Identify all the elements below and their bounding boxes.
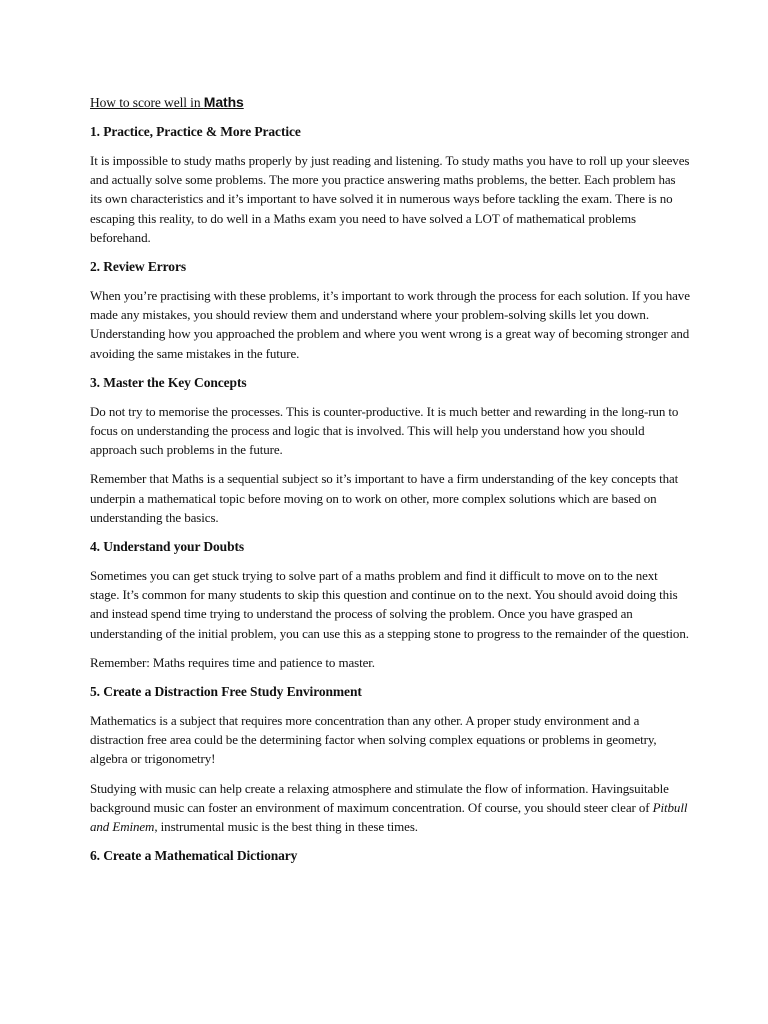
section-heading: 4. Understand your Doubts bbox=[90, 539, 245, 555]
section-heading: 1. Practice, Practice & More Practice bbox=[90, 124, 301, 139]
music-paragraph-text-after: , instrumental music is the best thing in these times. bbox=[154, 819, 418, 835]
section-heading: 3. Master the Key Concepts bbox=[90, 374, 247, 390]
section-understand-doubts bbox=[90, 537, 690, 672]
music-paragraph-text-before: Studying with music can help create a relaxing atmosphere and stimulate the flow of information. Havingsuitable background music can foster an environment of maximum concentration. Of course, you should steer clear of bbox=[90, 780, 669, 815]
section-mathematical-dictionary bbox=[90, 846, 690, 865]
section-study-environment bbox=[90, 682, 690, 836]
section-paragraph: Remember: Maths requires time and patience to master. bbox=[90, 654, 375, 670]
document-title-subject: Maths bbox=[203, 94, 244, 110]
document-content bbox=[90, 92, 690, 865]
section-key-concepts bbox=[90, 373, 690, 527]
section-paragraph: Mathematics is a subject that requires more concentration than any other. A proper study environment and a distraction free area could be the determining factor when solving complex equations or problems in geometry, algebra or trigonometry! bbox=[90, 713, 657, 767]
section-paragraph: When you’re practising with these problems, it’s important to work through the process for each solution. If you have made any mistakes, you should review them and understand where your problem-solving skills let you down. Understanding how you approached the problem and where you went wrong is a great way of becoming stronger and avoiding the same mistakes in the future. bbox=[90, 288, 690, 361]
document-title-prefix: How to score well in bbox=[90, 95, 204, 110]
music-paragraph bbox=[90, 779, 690, 837]
section-heading: 6. Create a Mathematical Dictionary bbox=[90, 848, 298, 864]
document-title bbox=[90, 92, 690, 113]
section-paragraph: Do not try to memorise the processes. This is counter-productive. It is much better and rewarding in the long-run to focus on understanding the process and logic that is involved. This will help you understand how you should approach such problems in the future. bbox=[90, 403, 679, 458]
section-review-errors bbox=[90, 257, 690, 363]
section-heading: 5. Create a Distraction Free Study Environment bbox=[90, 684, 362, 700]
section-practice bbox=[90, 122, 690, 247]
section-paragraph: It is impossible to study maths properly by just reading and listening. To study maths you have to roll up your sleeves and actually solve some problems. The more you practice answering maths problems, the better. Each problem has its own characteristics and it’s important to have solved it in numerous ways before tackling the exam. There is no escaping this reality, to do well in a Maths exam you need to have solved a LOT of mathematical problems beforehand. bbox=[90, 153, 690, 245]
music-paragraph-italic-text: Pitbull and Eminem bbox=[90, 799, 688, 835]
section-paragraph: Remember that Maths is a sequential subject so it’s important to have a firm understanding of the key concepts that underpin a mathematical topic before moving on to work on other, more complex solutions which are based on understanding the basics. bbox=[90, 471, 679, 525]
section-paragraph: Sometimes you can get stuck trying to solve part of a maths problem and find it difficult to move on to the next stage. It’s common for many students to skip this question and continue on to the next. You should avoid doing this and instead spend time trying to understand the process of solving the problem. Once you have grasped an understanding of the initial problem, you can use this as a stepping stone to progress to the remainder of the question. bbox=[90, 568, 689, 641]
section-heading: 2. Review Errors bbox=[90, 259, 186, 275]
